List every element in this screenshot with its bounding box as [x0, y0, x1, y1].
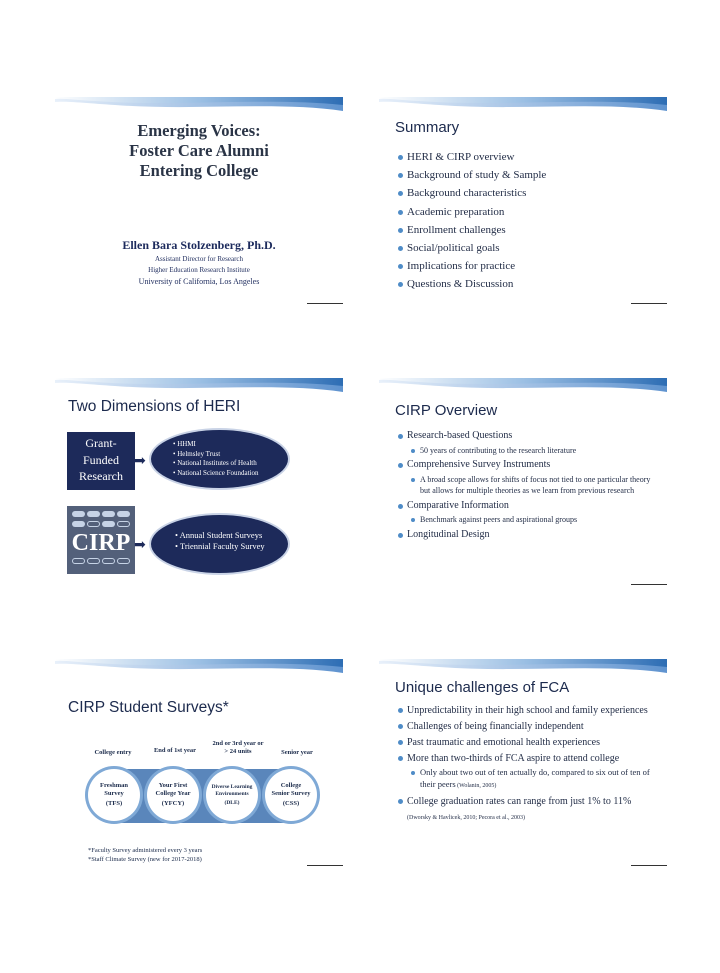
stage-label-first-year: End of 1st year: [153, 747, 197, 754]
survey-name: Freshman Survey: [99, 782, 129, 797]
slide-header-swoosh: [55, 659, 343, 689]
overview-subitem: Benchmark against peers and aspirational groups: [398, 514, 653, 526]
slide-footer-rule: [631, 584, 667, 585]
overview-subitem: 50 years of contributing to the research literature: [398, 445, 653, 457]
slide-5-student-surveys: [55, 659, 343, 875]
slide-title: Summary: [395, 119, 460, 136]
citation: (Wolanin, 2005): [455, 782, 497, 789]
survey-abbr: (DLE): [224, 799, 240, 806]
survey-footnotes: [88, 846, 202, 864]
slide-title: Two Dimensions of HERI: [68, 398, 241, 415]
challenge-text: Challenges of being financially independent: [407, 721, 584, 732]
challenge-text: College graduation rates can range from just 1% to 11%: [407, 796, 632, 807]
challenge-text: Past traumatic and emotional health experiences: [407, 737, 600, 748]
arrow-right-icon: ➡: [134, 537, 146, 553]
summary-item: Background characteristics: [398, 184, 546, 202]
stage-label-entry: College entry: [94, 749, 132, 756]
summary-item: Implications for practice: [398, 257, 546, 275]
author-role: Assistant Director for Research: [154, 255, 244, 263]
stage-label-second-third-year: 2nd or 3rd year or > 24 units: [212, 740, 264, 755]
survey-circle-dle: [206, 769, 258, 821]
stage-label-senior: Senior year: [281, 749, 313, 756]
slide-6-unique-challenges: [379, 659, 667, 875]
cirp-logo-text: CIRP: [71, 530, 131, 556]
overview-item: Longitudinal Design: [398, 529, 653, 542]
slide-2-summary: [379, 97, 667, 313]
title-line-3: Entering College: [139, 161, 259, 180]
survey-name: Diverse Learning Environments: [211, 783, 253, 797]
overview-item: Comprehensive Survey Instruments: [398, 459, 653, 472]
grant-box-line-2: Funded: [83, 452, 119, 467]
grant-box-line-3: Research: [79, 469, 123, 483]
summary-item: HERI & CIRP overview: [398, 148, 546, 166]
slide-footer-rule: [631, 303, 667, 304]
survey-abbr: (TFS): [105, 800, 123, 807]
grant-funder-item: • National Science Foundation: [173, 468, 259, 477]
slide-3-two-dimensions: [55, 378, 343, 594]
title-line-2: Foster Care Alumni: [129, 141, 269, 160]
presentation-title: [55, 121, 343, 181]
challenge-item: [398, 752, 653, 765]
arrow-right-icon: ➡: [134, 453, 146, 469]
cirp-logo: [67, 506, 135, 574]
summary-item: Background of study & Sample: [398, 166, 546, 184]
grant-funders-oval: [151, 430, 288, 488]
slide-footer-rule: [631, 865, 667, 866]
challenge-text: Unpredictability in their high school and family experiences: [407, 705, 648, 716]
challenge-item: [398, 736, 653, 749]
summary-item: Social/political goals: [398, 239, 546, 257]
overview-item: Comparative Information: [398, 500, 653, 513]
slide-4-cirp-overview: [379, 378, 667, 594]
slide-title: CIRP Student Surveys*: [68, 699, 229, 716]
survey-circle-yfcy: [147, 769, 199, 821]
survey-circle-css: [265, 769, 317, 821]
grant-funded-research-box: [67, 432, 135, 490]
challenges-list: [398, 704, 653, 825]
cirp-surveys-oval: [151, 515, 288, 573]
summary-item: Enrollment challenges: [398, 221, 546, 239]
challenge-item: [398, 795, 653, 825]
cirp-survey-item: • Triennial Faculty Survey: [175, 541, 265, 551]
challenge-text: More than two-thirds of FCA aspire to attend college: [407, 753, 620, 764]
summary-item: Questions & Discussion: [398, 275, 546, 293]
challenge-item: [398, 720, 653, 733]
summary-list: [398, 148, 546, 294]
university-name: University of California, Los Angeles: [138, 277, 260, 286]
challenge-subitem: [398, 767, 653, 792]
overview-subitem: A broad scope allows for shifts of focus not tied to one particular theory but allows for multiple theories as we learn from previous research: [398, 474, 653, 497]
survey-abbr: (CSS): [282, 800, 300, 807]
grant-box-line-1: Grant-: [85, 436, 117, 450]
challenge-text: Only about two out of ten actually do, compared to six out of ten of their peers: [420, 767, 650, 789]
cirp-survey-item: • Annual Student Surveys: [175, 530, 263, 540]
slide-footer-rule: [307, 865, 343, 866]
challenge-item: [398, 704, 653, 717]
grant-funder-item: • Helmsley Trust: [173, 449, 221, 458]
footnote-faculty-survey: *Faculty Survey administered every 3 years: [88, 847, 203, 854]
overview-item: Research-based Questions: [398, 430, 653, 443]
citation: (Dworsky & Havlicek, 2010; Pecora et al., 2003): [407, 815, 525, 821]
author-name: Ellen Bara Stolzenberg, Ph.D.: [122, 238, 276, 252]
institute-name: Higher Education Research Institute: [148, 266, 250, 274]
grant-funder-item: • HHMI: [173, 440, 196, 448]
survey-name: Your First College Year: [155, 782, 191, 797]
slide-footer-rule: [307, 303, 343, 304]
summary-item: Academic preparation: [398, 203, 546, 221]
survey-circle-tfs: [88, 769, 140, 821]
grant-funder-item: • National Institutes of Health: [173, 459, 257, 467]
title-line-1: Emerging Voices:: [137, 121, 261, 140]
slide-1-title: [55, 97, 343, 313]
slide-title: Unique challenges of FCA: [395, 679, 570, 696]
footnote-staff-survey: *Staff Climate Survey (new for 2017-2018): [88, 856, 202, 863]
survey-abbr: (YFCY): [161, 800, 185, 807]
slide-title: CIRP Overview: [395, 402, 498, 419]
survey-name: College Senior Survey: [271, 782, 311, 797]
overview-list: [398, 430, 653, 541]
